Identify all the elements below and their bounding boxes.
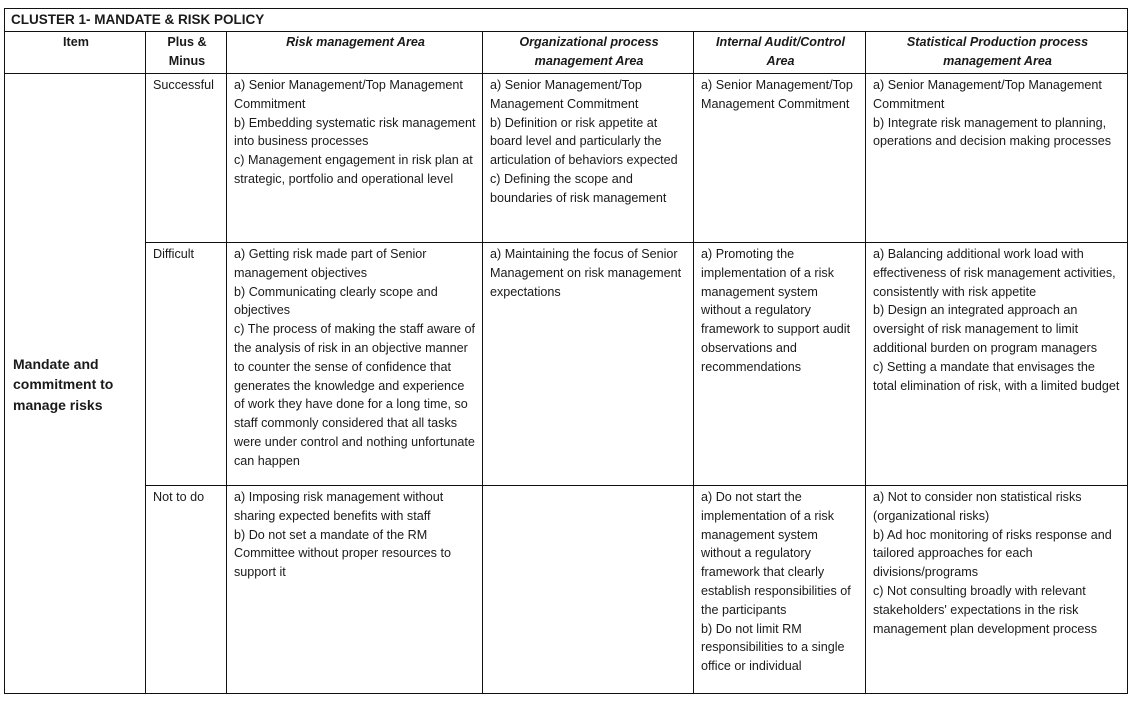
cell-statistical-production — [866, 243, 1128, 486]
table-row — [5, 486, 1128, 694]
list-item: a) Maintaining the focus of Senior Management on risk management expectations — [490, 247, 682, 299]
row-label: Not to do — [146, 486, 227, 694]
cell-organizational-process — [483, 243, 694, 486]
cell-internal-audit — [694, 243, 866, 486]
list-item: b) Embedding systematic risk management into business processes — [234, 115, 476, 149]
list-item: b) Communicating clearly scope and objectives — [234, 284, 438, 318]
cell-risk-management — [227, 74, 483, 243]
header-organizational-process-area: Organizational process management Area — [483, 32, 694, 74]
list-item: c) Setting a mandate that envisages the total elimination of risk, with a limited budget — [873, 359, 1120, 393]
table-title: CLUSTER 1- MANDATE & RISK POLICY — [5, 9, 1128, 32]
item-label: Mandate and commitment to manage risks — [5, 74, 146, 694]
list-item: b) Ad hoc monitoring of risks response and tailored approaches for each divisions/programs — [873, 527, 1112, 580]
header-plus-minus: Plus & Minus — [146, 32, 227, 74]
list-item: c) Defining the scope and boundaries of risk management — [490, 171, 667, 205]
list-item: a) Promoting the implementation of a risk management system without a regulatory framework to support audit observations and recommendations — [701, 247, 851, 374]
cell-statistical-production — [866, 74, 1128, 243]
list-item: a) Balancing additional work load with effectiveness of risk management activities, consistently with risk appetite — [873, 247, 1116, 299]
header-statistical-production-area: Statistical Production process management Area — [866, 32, 1128, 74]
list-item: a) Imposing risk management without sharing expected benefits with staff — [234, 490, 444, 523]
list-item: b) Design an integrated approach an oversight of risk management to limit additional burden on program managers — [873, 303, 1098, 355]
list-item: c) Not consulting broadly with relevant stakeholders' expectations in the risk management plan development process — [873, 583, 1098, 636]
list-item: c) The process of making the staff aware of the analysis of risk in an objective manner to counter the sense of confidence that generates the knowledge and experience of work they have done for a long time, so staff commonly considered that all tasks were under control and nothing unfortunate can happen — [234, 322, 476, 468]
cell-internal-audit — [694, 486, 866, 694]
list-item: a) Senior Management/Top Management Commitment — [873, 78, 1102, 111]
header-risk-management-area: Risk management Area — [227, 32, 483, 74]
cell-internal-audit — [694, 74, 866, 243]
row-label: Successful — [146, 74, 227, 243]
list-item: b) Do not limit RM responsibilities to a single office or individual — [701, 621, 845, 674]
list-item: a) Senior Management/Top Management Commitment — [490, 78, 642, 111]
list-item: b) Integrate risk management to planning, operations and decision making processes — [873, 115, 1112, 149]
cell-organizational-process — [483, 74, 694, 243]
cell-organizational-process — [483, 486, 694, 694]
cell-risk-management — [227, 486, 483, 694]
list-item: c) Management engagement in risk plan at strategic, portfolio and operational level — [234, 153, 473, 186]
row-label: Difficult — [146, 243, 227, 486]
header-item: Item — [5, 32, 146, 74]
header-internal-audit-area: Internal Audit/Control Area — [694, 32, 866, 74]
cell-risk-management — [227, 243, 483, 486]
list-item: b) Do not set a mandate of the RM Committee without proper resources to support it — [234, 527, 451, 580]
list-item: a) Do not start the implementation of a risk management system without a regulatory framework that clearly establish responsibilities of the participants — [701, 490, 851, 617]
list-item: b) Definition or risk appetite at board level and particularly the articulation of behaviors expected — [490, 115, 678, 168]
risk-policy-table — [4, 8, 1128, 694]
table-row — [5, 74, 1128, 243]
list-item: a) Not to consider non statistical risks (organizational risks) — [873, 490, 1082, 523]
table-row — [5, 243, 1128, 486]
cell-statistical-production — [866, 486, 1128, 694]
list-item: a) Getting risk made part of Senior management objectives — [234, 247, 427, 280]
list-item: a) Senior Management/Top Management Commitment — [701, 78, 853, 111]
list-item: a) Senior Management/Top Management Commitment — [234, 78, 463, 111]
